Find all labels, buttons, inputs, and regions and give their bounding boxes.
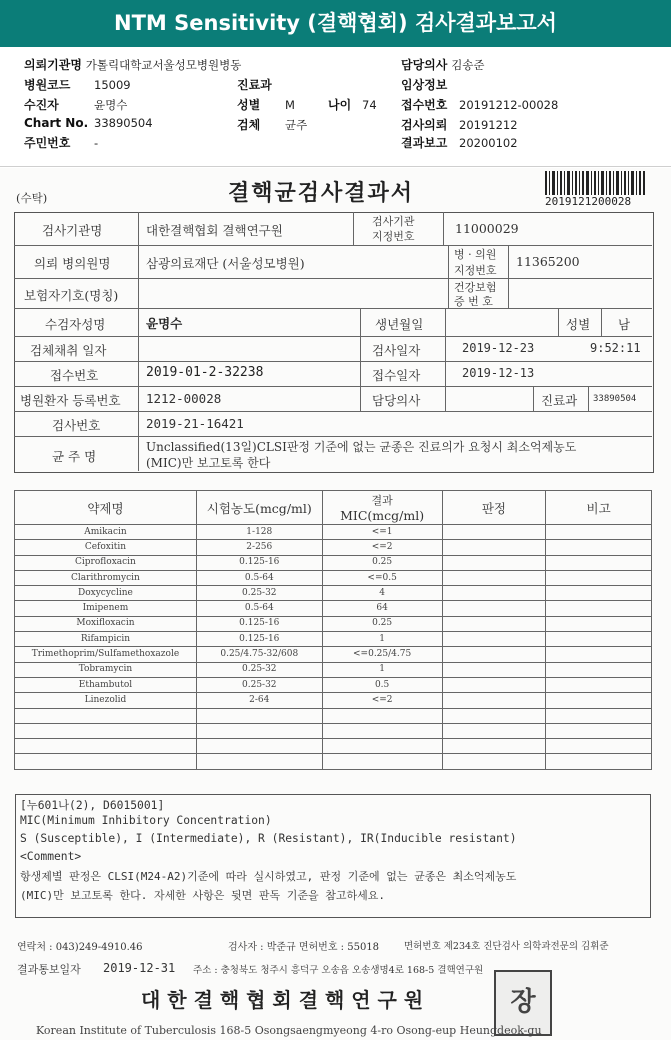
drug-table bbox=[14, 490, 652, 770]
notes-code: [누601나(2), D6015001] bbox=[20, 799, 165, 812]
remarks-cell bbox=[546, 677, 652, 692]
mic-cell: <=1 bbox=[322, 525, 442, 540]
notes-comment-2: (MIC)만 보고토록 한다. 자세한 사항은 뒷면 판독 기준을 참고하세요. bbox=[20, 889, 385, 902]
mic-cell: <=2 bbox=[322, 540, 442, 555]
contact: 연락처 : 043)249-4910.46 bbox=[17, 942, 143, 953]
table-row bbox=[15, 754, 652, 769]
concentration-cell: 0.25-32 bbox=[196, 677, 322, 692]
interpretation-cell bbox=[442, 677, 546, 692]
interpretation-cell bbox=[442, 693, 546, 708]
remarks-cell bbox=[546, 693, 652, 708]
form-sex: 남 bbox=[618, 317, 631, 332]
concentration-cell: 0.125-16 bbox=[196, 616, 322, 631]
concentration-cell: 1-128 bbox=[196, 525, 322, 540]
examiner: 검사자 : 박준규 면허번호 : 55018 bbox=[228, 942, 380, 953]
mic-cell: 0.5 bbox=[322, 677, 442, 692]
drug-table-body bbox=[15, 525, 652, 770]
collect-date-label: 검체채취 일자 bbox=[30, 343, 107, 358]
table-row bbox=[15, 616, 652, 631]
drug-name-cell: Ciprofloxacin bbox=[15, 555, 197, 570]
interpretation-cell bbox=[442, 601, 546, 616]
notes-mic: MIC(Minimum Inhibitory Concentration) bbox=[20, 814, 272, 827]
remarks-cell bbox=[546, 555, 652, 570]
drug-name-cell bbox=[15, 708, 197, 723]
physician-label: 담당의사 bbox=[372, 393, 421, 408]
drug-name-cell: Linezolid bbox=[15, 693, 197, 708]
address: 주소 : 충청북도 청주시 흥덕구 오송읍 오송생명4로 168-5 결핵연구원 bbox=[193, 965, 484, 976]
lab-name-label: 검사기관명 bbox=[42, 223, 103, 238]
remarks-cell bbox=[546, 525, 652, 540]
interpretation-cell bbox=[442, 525, 546, 540]
result-header: 결과 MIC(mcg/ml) bbox=[322, 491, 442, 525]
concentration-cell bbox=[196, 754, 322, 769]
lab-id-label-1: 검사기관 bbox=[372, 215, 415, 228]
table-row bbox=[15, 708, 652, 723]
notice-date: 2019-12-31 bbox=[103, 961, 176, 975]
remarks-cell bbox=[546, 739, 652, 754]
table-row bbox=[15, 647, 652, 662]
report-title-bar bbox=[0, 0, 671, 47]
interpretation-cell bbox=[442, 708, 546, 723]
patient-name-label: 수검자성명 bbox=[45, 317, 106, 332]
mic-cell: 0.25 bbox=[322, 616, 442, 631]
concentration-cell: 0.125-16 bbox=[196, 555, 322, 570]
form-grid bbox=[14, 212, 654, 473]
drug-table-header bbox=[15, 491, 652, 525]
organism-label: 균 주 명 bbox=[52, 449, 97, 464]
test-date-label: 검사일자 bbox=[372, 343, 421, 358]
req-hospital-label: 의뢰 병의원명 bbox=[34, 256, 111, 271]
remarks-cell bbox=[546, 540, 652, 555]
drug-name-cell: Tobramycin bbox=[15, 662, 197, 677]
drug-name-cell bbox=[15, 739, 197, 754]
english-address: Korean Institute of Tuberculosis 168-5 Osongsaengmyeong 4-ro Osong-eup Heungdeok-gu bbox=[36, 1024, 542, 1037]
test-time: 9:52:11 bbox=[590, 341, 641, 355]
remarks-cell bbox=[546, 570, 652, 585]
interpretation-cell bbox=[442, 662, 546, 677]
concentration-cell: 0.25-32 bbox=[196, 662, 322, 677]
drug-name-cell: Rifampicin bbox=[15, 632, 197, 647]
reception-date: 2019-12-13 bbox=[462, 366, 535, 380]
concentration-cell bbox=[196, 708, 322, 723]
org-name: 대 한 결 핵 협 회 결 핵 연 구 원 bbox=[141, 988, 424, 1012]
requesting-org: 의뢰기관명 가톨릭대학교서울성모병원병동 bbox=[24, 58, 242, 72]
remarks-cell bbox=[546, 632, 652, 647]
table-row bbox=[15, 662, 652, 677]
report-date: 결과보고 20200102 bbox=[401, 136, 518, 150]
drug-name-cell: Moxifloxacin bbox=[15, 616, 197, 631]
table-row bbox=[15, 677, 652, 692]
mic-cell bbox=[322, 708, 442, 723]
hospital-code: 병원코드 15009 bbox=[24, 78, 131, 92]
mic-cell: <=0.5 bbox=[322, 570, 442, 585]
table-row bbox=[15, 570, 652, 585]
clinical-info: 임상정보 bbox=[401, 78, 448, 92]
interpretation-cell bbox=[442, 754, 546, 769]
mic-cell: 1 bbox=[322, 662, 442, 677]
drug-name-cell: Trimethoprim/Sulfamethoxazole bbox=[15, 647, 197, 662]
remarks-cell bbox=[546, 601, 652, 616]
concentration-cell: 2-256 bbox=[196, 540, 322, 555]
req-hospital: 삼광의료재단 (서울성모병원) bbox=[146, 256, 305, 271]
reg-no-label: 병원환자 등록번호 bbox=[20, 393, 121, 408]
table-row bbox=[15, 525, 652, 540]
license: 면허번호 제234호 진단검사 의학과전문의 김휘준 bbox=[404, 941, 609, 952]
interpretation-cell bbox=[442, 647, 546, 662]
drug-name-cell: Doxycycline bbox=[15, 586, 197, 601]
interpretation-cell bbox=[442, 540, 546, 555]
remarks-cell bbox=[546, 616, 652, 631]
reg-no: 1212-00028 bbox=[146, 391, 222, 406]
concentration-cell: 2-64 bbox=[196, 693, 322, 708]
hosp-id: 11365200 bbox=[516, 254, 580, 269]
interpretation-cell bbox=[442, 739, 546, 754]
sex-label: 성별 bbox=[566, 317, 591, 332]
concentration-cell bbox=[196, 723, 322, 738]
remarks-header: 비고 bbox=[546, 491, 652, 525]
specimen: 검체 균주 bbox=[237, 118, 308, 132]
remarks-cell bbox=[546, 723, 652, 738]
dob-label: 생년월일 bbox=[375, 317, 424, 332]
remarks-cell bbox=[546, 586, 652, 601]
reception-date-label: 접수일자 bbox=[372, 368, 421, 383]
concentration-cell: 0.25/4.75-32/608 bbox=[196, 647, 322, 662]
resident-number: 주민번호 - bbox=[24, 136, 99, 150]
divider bbox=[0, 166, 671, 167]
dept-value: 33890504 bbox=[593, 394, 637, 404]
organism-line1: Unclassified(13일)CLSI판정 기준에 없는 균종은 진료의가 요청시 최소억제농도 bbox=[146, 440, 577, 454]
lab-id-label-2: 지정번호 bbox=[372, 230, 415, 243]
interpretation-header: 판정 bbox=[442, 491, 546, 525]
concentration-cell: 0.5-64 bbox=[196, 601, 322, 616]
accession-number: 접수번호 20191212-00028 bbox=[401, 98, 559, 112]
health-id-label-1: 건강보험 bbox=[454, 281, 497, 294]
mic-cell: 0.25 bbox=[322, 555, 442, 570]
concentration-cell: 0.125-16 bbox=[196, 632, 322, 647]
reception-no-label: 접수번호 bbox=[50, 368, 99, 383]
dept-label: 진료과 bbox=[541, 393, 578, 408]
table-row bbox=[15, 739, 652, 754]
patient-name: 수진자 윤명수 bbox=[24, 98, 128, 112]
drug-name-cell: Cefoxitin bbox=[15, 540, 197, 555]
notes-box bbox=[15, 794, 651, 918]
reception-no: 2019-01-2-32238 bbox=[146, 365, 264, 380]
interpretation-cell bbox=[442, 616, 546, 631]
test-no: 2019-21-16421 bbox=[146, 416, 244, 431]
form-title: 결핵균검사결과서 bbox=[228, 180, 415, 206]
mic-cell bbox=[322, 754, 442, 769]
sex: 성별 M bbox=[237, 98, 295, 112]
mic-cell: <=2 bbox=[322, 693, 442, 708]
table-row bbox=[15, 723, 652, 738]
notes-comment-title: <Comment> bbox=[20, 850, 82, 863]
interpretation-cell bbox=[442, 586, 546, 601]
test-date: 2019-12-23 bbox=[462, 341, 535, 355]
test-request-date: 검사의뢰 20191212 bbox=[401, 118, 518, 132]
table-row bbox=[15, 632, 652, 647]
drug-header: 약제명 bbox=[15, 491, 197, 525]
interpretation-cell bbox=[442, 723, 546, 738]
concentration-cell bbox=[196, 739, 322, 754]
concentration-cell: 0.25-32 bbox=[196, 586, 322, 601]
receipt-tag: (수탁) bbox=[16, 191, 48, 205]
remarks-cell bbox=[546, 662, 652, 677]
test-no-label: 검사번호 bbox=[52, 418, 101, 433]
concentration-cell: 0.5-64 bbox=[196, 570, 322, 585]
mic-cell: <=0.25/4.75 bbox=[322, 647, 442, 662]
lab-name: 대한결핵협회 결핵연구원 bbox=[146, 223, 283, 238]
notes-legend: S (Susceptible), I (Intermediate), R (Resistant), IR(Inducible resistant) bbox=[20, 832, 517, 845]
remarks-cell bbox=[546, 647, 652, 662]
hosp-id-label-2: 지정번호 bbox=[454, 264, 497, 277]
hosp-id-label-1: 병 · 의원 bbox=[454, 248, 497, 261]
remarks-cell bbox=[546, 708, 652, 723]
table-row bbox=[15, 586, 652, 601]
mic-cell bbox=[322, 739, 442, 754]
chart-number: Chart No. 33890504 bbox=[24, 116, 153, 130]
organism-line2: (MIC)만 보고토록 한다 bbox=[146, 456, 271, 470]
notice-date-label: 결과통보일자 bbox=[17, 963, 81, 976]
barcode-icon bbox=[545, 171, 645, 195]
lab-id: 11000029 bbox=[455, 221, 519, 236]
drug-name-cell: Imipenem bbox=[15, 601, 197, 616]
remarks-cell bbox=[546, 754, 652, 769]
form-patient-name: 윤명수 bbox=[146, 316, 183, 331]
health-id-label-2: 증 번 호 bbox=[454, 295, 493, 308]
drug-name-cell bbox=[15, 723, 197, 738]
table-row bbox=[15, 555, 652, 570]
mic-cell: 1 bbox=[322, 632, 442, 647]
drug-name-cell: Amikacin bbox=[15, 525, 197, 540]
table-row bbox=[15, 693, 652, 708]
interpretation-cell bbox=[442, 632, 546, 647]
official-seal: 장 bbox=[494, 970, 552, 1036]
mic-cell bbox=[322, 723, 442, 738]
barcode-number: 2019121200028 bbox=[545, 195, 632, 208]
mic-cell: 64 bbox=[322, 601, 442, 616]
age: 나이 74 bbox=[328, 98, 377, 112]
drug-name-cell bbox=[15, 754, 197, 769]
doctor: 담당의사 김송준 bbox=[401, 58, 485, 72]
drug-name-cell: Ethambutol bbox=[15, 677, 197, 692]
interpretation-cell bbox=[442, 555, 546, 570]
report-title: NTM Sensitivity (결핵협회) 검사결과보고서 bbox=[114, 11, 557, 35]
table-row bbox=[15, 540, 652, 555]
drug-name-cell: Clarithromycin bbox=[15, 570, 197, 585]
interpretation-cell bbox=[442, 570, 546, 585]
notes-comment-1: 항생제별 판정은 CLSI(M24-A2)기준에 따라 실시하였고, 판정 기준에 없는 균종은 최소억제농도 bbox=[20, 870, 517, 883]
concentration-header: 시험농도(mcg/ml) bbox=[196, 491, 322, 525]
insured-label: 보험자기호(명칭) bbox=[24, 288, 119, 303]
department: 진료과 bbox=[237, 78, 272, 92]
table-row bbox=[15, 601, 652, 616]
mic-cell: 4 bbox=[322, 586, 442, 601]
